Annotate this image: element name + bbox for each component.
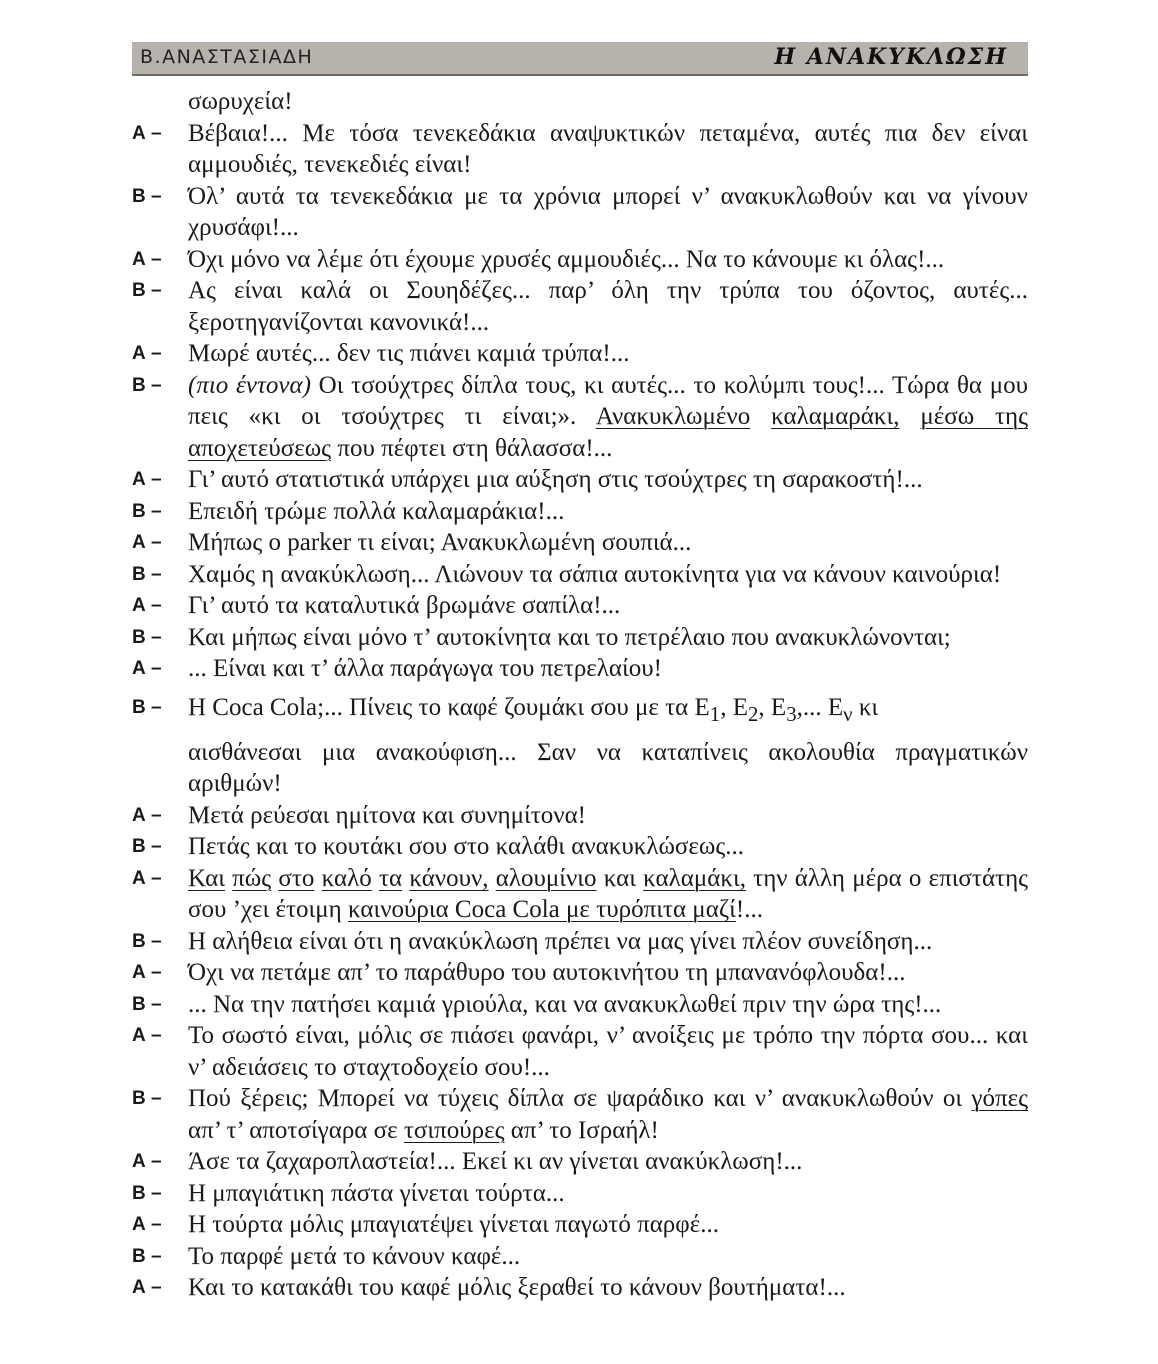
line-text: Πετάς και το κουτάκι σου στο καλάθι ανακυκλώσεως...	[188, 833, 744, 860]
line-continuation: σωρυχεία!	[188, 88, 293, 115]
speaker-label: Β –	[132, 930, 162, 952]
dialogue-entry	[132, 831, 1028, 863]
speaker-label: Β –	[132, 993, 162, 1015]
speaker-label: Β –	[132, 500, 162, 522]
document-title: Η ΑΝΑΚΥΚΛΩΣΗ	[774, 44, 1008, 70]
speaker-label: Β –	[132, 626, 162, 648]
dialogue-entry	[132, 464, 1028, 496]
speaker-label: Α –	[132, 343, 162, 364]
speaker-label: Β –	[132, 563, 162, 585]
line-text: Η αλήθεια είναι ότι η ανακύκλωση πρέπει να μας γίνει πλέον συνείδηση...	[188, 927, 933, 955]
speaker-label: Β –	[132, 1245, 162, 1267]
line-text: Όχι μόνο να λέμε ότι έχουμε χρυσές αμμουδιές... Να το κάνουμε κι όλας!...	[188, 245, 945, 273]
line-text: Μετά ρεύεσαι ημίτονα και συνημίτονα!	[188, 801, 587, 829]
dialogue-entry	[132, 863, 1028, 926]
author-name: Β.ΑΝΑΣΤΑΣΙΑΔΗ	[140, 46, 314, 68]
line-text: Όχι να πετάμε απ’ το παράθυρο του αυτοκινήτου τη μπανανόφλουδα!...	[188, 959, 906, 986]
speaker-label: Β –	[132, 185, 162, 207]
dialogue-entry	[132, 496, 1028, 528]
speaker-label: Β –	[132, 696, 162, 718]
dialogue-entry	[132, 957, 1028, 989]
line-text: Βέβαια!... Με τόσα τενεκεδάκια αναψυκτικών πεταμένα, αυτές πια δεν είναι αμμουδιές, τενεκεδιές είναι!	[188, 119, 1028, 178]
speaker-label: Α –	[132, 658, 162, 679]
dialogue-entry	[132, 559, 1028, 591]
line-text: Γι’ αυτό στατιστικά υπάρχει μια αύξηση στις τσούχτρες τη σαρακοστή!...	[188, 466, 923, 493]
dialogue-entry	[132, 1241, 1028, 1273]
speaker-label: Β –	[132, 374, 162, 396]
line-text: Ας είναι καλά οι Σουηδέζες... παρ’ όλη την τρύπα του όζοντος, αυτές... ξεροτηγανίζονται κανονικά!...	[188, 277, 1028, 336]
stage-direction: (πιο έντονα)	[188, 371, 311, 399]
speaker-label: Α –	[132, 469, 162, 490]
dialogue-entry	[132, 685, 1028, 800]
speaker-label: Α –	[132, 1214, 162, 1235]
line-text: Η μπαγιάτικη πάστα γίνεται τούρτα...	[188, 1179, 565, 1207]
speaker-label: Α –	[132, 248, 162, 270]
line-text: Επειδή τρώμε πολλά καλαμαράκια!...	[188, 497, 565, 525]
speaker-label: Α –	[132, 122, 162, 144]
speaker-label: Α –	[132, 1025, 162, 1046]
speaker-label: Α –	[132, 804, 162, 826]
dialogue-entry	[132, 370, 1028, 465]
line-text: Πού ξέρεις; Μπορεί να τύχεις δίπλα σε ψαράδικο και ν’ ανακυκλωθούν οι γόπες απ’ τ’ αποτσίγαρα σε τσιπούρες απ’ το Ισραήλ!	[188, 1085, 1028, 1144]
dialogue-entry	[132, 1083, 1028, 1146]
dialogue-entry	[132, 1146, 1028, 1178]
dialogue-entry	[132, 1209, 1028, 1241]
line-text: Γι’ αυτό τα καταλυτικά βρωμάνε σαπίλα!...	[188, 592, 621, 619]
line-text: Άσε τα ζαχαροπλαστεία!... Εκεί κι αν γίνεται ανακύκλωση!...	[188, 1148, 803, 1175]
speaker-label: Α –	[132, 1277, 162, 1298]
speaker-label: Β –	[132, 1088, 162, 1109]
dialogue-entry	[132, 622, 1028, 654]
line-text: Όλ’ αυτά τα τενεκεδάκια με τα χρόνια μπορεί ν’ ανακυκλωθούν και να γίνουν χρυσάφι!...	[188, 182, 1028, 241]
dialogue-entry	[132, 181, 1028, 244]
dialogue-entry	[132, 527, 1028, 559]
speaker-label: Β –	[132, 280, 162, 301]
dialogue-entry	[132, 1178, 1028, 1210]
dialogue-entry	[132, 118, 1028, 181]
line-text: Το παρφέ μετά το κάνουν καφέ...	[188, 1242, 521, 1270]
line-text: ... Να την πατήσει καμιά γριούλα, και να ανακυκλωθεί πριν την ώρα της!...	[188, 990, 942, 1018]
dialogue-entry	[132, 653, 1028, 685]
line-text: Χαμός η ανακύκλωση... Λιώνουν τα σάπια αυτοκίνητα για να κάνουν καινούρια!	[188, 560, 1002, 588]
page-header	[132, 42, 1028, 76]
line-text: Και το κατακάθι του καφέ μόλις ξεραθεί το κάνουν βουτήματα!...	[188, 1274, 846, 1301]
line-text: Μήπως ο parker τι είναι; Ανακυκλωμένη σουπιά...	[188, 529, 692, 556]
dialogue-entry	[132, 338, 1028, 370]
speaker-label: Α –	[132, 962, 162, 983]
line-text: Μωρέ αυτές... δεν τις πιάνει καμιά τρύπα!...	[188, 340, 630, 367]
dialogue-entry	[132, 590, 1028, 622]
line-text: Η τούρτα μόλις μπαγιατέψει γίνεται παγωτό παρφέ...	[188, 1211, 719, 1238]
line-text: Και μήπως είναι μόνο τ’ αυτοκίνητα και το πετρέλαιο που ανακυκλώνονται;	[188, 623, 951, 651]
line-text: Και πώς στο καλό τα κάνουν, αλουμίνιο και καλαμάκι, την άλλη μέρα ο επιστάτης σου ’χει έτοιμη καινούρια Coca Cola με τυρόπιτα μαζί!...	[188, 864, 1029, 923]
dialogue-entry	[132, 926, 1028, 958]
dialogue-entry	[132, 275, 1028, 338]
dialogue-entry	[132, 1272, 1028, 1304]
dialogue	[132, 86, 1028, 1304]
line-text: Η Coca Cola;... Πίνεις το καφέ ζουμάκι σου με τα $E_1$, $E_2$, $E_3$,... $E_\nu$ κι αισθάνεσαι μια ανακούφιση... Σαν να καταπίνεις ακολουθία πραγματικών αριθμών!	[188, 693, 1028, 797]
line-text: ... Είναι και τ’ άλλα παράγωγα του πετρελαίου!	[188, 655, 662, 682]
line-text: Το σωστό είναι, μόλις σε πιάσει φανάρι, ν’ ανοίξεις με τρόπο την πόρτα σου... και ν’ αδειάσεις το σταχτοδοχείο σου!...	[188, 1022, 1028, 1081]
speaker-label: Β –	[132, 1182, 162, 1204]
speaker-label: Α –	[132, 867, 162, 889]
dialogue-entry	[132, 1020, 1028, 1083]
speaker-label: Α –	[132, 595, 162, 616]
speaker-label: Β –	[132, 836, 162, 857]
dialogue-entry	[132, 800, 1028, 832]
dialogue-entry	[132, 989, 1028, 1021]
line-text: (πιο έντονα) Οι τσούχτρες δίπλα τους, κι αυτές... το κολύμπι τους!... Τώρα θα μου πεις «κι οι τσούχτρες τι είναι;». Ανακυκλωμένο καλαμαράκι, μέσω της αποχετεύσεως που πέφτει στη θάλασσα!...	[188, 371, 1029, 462]
speaker-label: Α –	[132, 1151, 162, 1172]
dialogue-entry	[132, 244, 1028, 276]
speaker-label: Α –	[132, 532, 162, 553]
